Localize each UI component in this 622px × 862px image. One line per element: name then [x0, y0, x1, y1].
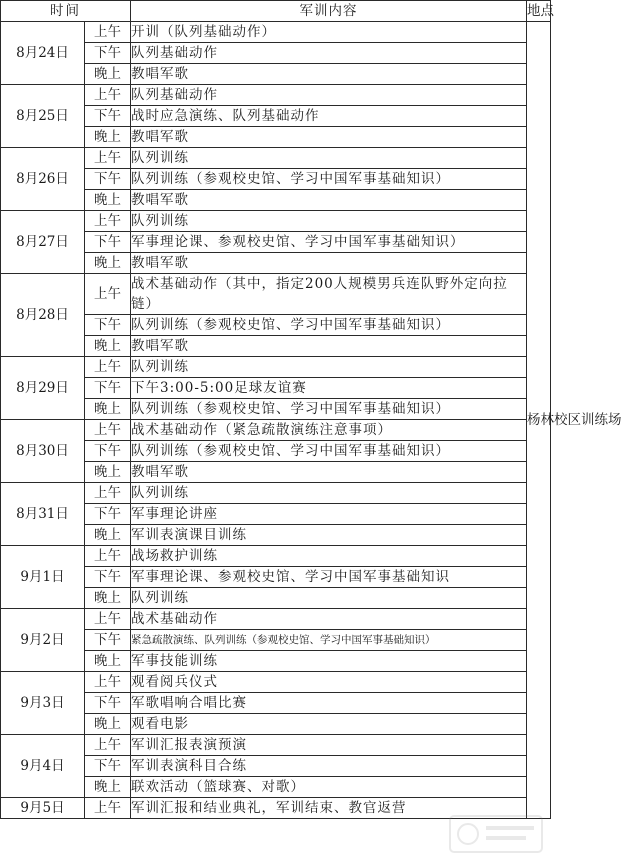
day-date: 9月1日 — [1, 546, 85, 609]
session-slot: 上午 — [85, 420, 131, 441]
session-slot: 晚上 — [85, 588, 131, 609]
day-date: 8月27日 — [1, 211, 85, 274]
schedule-row — [1, 85, 551, 106]
day-date: 9月3日 — [1, 672, 85, 735]
session-slot: 上午 — [85, 483, 131, 504]
session-slot: 晚上 — [85, 253, 131, 274]
schedule-row — [1, 609, 551, 630]
header-content: 军训内容 — [131, 1, 527, 22]
session-content: 战术基础动作（其中，指定200人规模男兵连队野外定向拉链） — [131, 274, 527, 315]
session-content: 军训表演科目合练 — [131, 756, 527, 777]
session-content: 教唱军歌 — [131, 462, 527, 483]
session-slot: 晚上 — [85, 714, 131, 735]
session-content: 队列训练 — [131, 483, 527, 504]
session-content: 教唱军歌 — [131, 64, 527, 85]
session-slot: 晚上 — [85, 462, 131, 483]
session-content: 队列训练（参观校史馆、学习中国军事基础知识） — [131, 399, 527, 420]
session-content: 教唱军歌 — [131, 127, 527, 148]
watermark-logo — [448, 812, 544, 856]
session-content: 队列基础动作 — [131, 43, 527, 64]
session-content: 军事理论课、参观校史馆、学习中国军事基础知识 — [131, 567, 527, 588]
day-date: 9月5日 — [1, 798, 85, 819]
session-content: 战术基础动作 — [131, 609, 527, 630]
session-content: 军事技能训练 — [131, 651, 527, 672]
session-content: 联欢活动（篮球赛、对歌） — [131, 777, 527, 798]
session-slot: 下午 — [85, 693, 131, 714]
session-slot: 上午 — [85, 22, 131, 43]
day-date: 8月25日 — [1, 85, 85, 148]
session-slot: 下午 — [85, 232, 131, 253]
session-content: 紧急疏散演练、队列训练（参观校史馆、学习中国军事基础知识） — [131, 630, 527, 651]
session-slot: 下午 — [85, 169, 131, 190]
day-date: 8月24日 — [1, 22, 85, 85]
day-date: 8月26日 — [1, 148, 85, 211]
session-slot: 下午 — [85, 106, 131, 127]
day-date: 8月30日 — [1, 420, 85, 483]
session-content: 战时应急演练、队列基础动作 — [131, 106, 527, 127]
session-slot: 晚上 — [85, 525, 131, 546]
schedule-row — [1, 483, 551, 504]
session-content: 队列训练 — [131, 588, 527, 609]
session-content: 军训汇报表演预演 — [131, 735, 527, 756]
session-slot: 晚上 — [85, 399, 131, 420]
session-content: 观看阅兵仪式 — [131, 672, 527, 693]
day-date: 9月4日 — [1, 735, 85, 798]
session-slot: 上午 — [85, 735, 131, 756]
schedule-row — [1, 420, 551, 441]
day-date: 9月2日 — [1, 609, 85, 672]
session-content: 开训（队列基础动作） — [131, 22, 527, 43]
session-slot: 上午 — [85, 609, 131, 630]
session-content: 教唱军歌 — [131, 253, 527, 274]
header-row — [1, 1, 551, 22]
session-content: 军训表演课目训练 — [131, 525, 527, 546]
session-slot: 上午 — [85, 672, 131, 693]
session-slot: 晚上 — [85, 127, 131, 148]
session-slot: 上午 — [85, 546, 131, 567]
session-slot: 晚上 — [85, 777, 131, 798]
session-content: 队列训练 — [131, 211, 527, 232]
session-slot: 下午 — [85, 630, 131, 651]
session-content: 下午3:00-5:00足球友谊赛 — [131, 378, 527, 399]
session-content: 军事理论讲座 — [131, 504, 527, 525]
session-content: 战场救护训练 — [131, 546, 527, 567]
session-content: 队列训练（参观校史馆、学习中国军事基础知识） — [131, 441, 527, 462]
session-slot: 晚上 — [85, 64, 131, 85]
session-content: 教唱军歌 — [131, 336, 527, 357]
header-location: 地点 — [527, 1, 551, 22]
session-content: 军歌唱响合唱比赛 — [131, 693, 527, 714]
session-slot: 晚上 — [85, 651, 131, 672]
session-slot: 晚上 — [85, 190, 131, 211]
session-content: 军事理论课、参观校史馆、学习中国军事基础知识） — [131, 232, 527, 253]
session-content: 观看电影 — [131, 714, 527, 735]
session-slot: 下午 — [85, 567, 131, 588]
session-content: 队列训练（参观校史馆、学习中国军事基础知识） — [131, 169, 527, 190]
schedule-row — [1, 274, 551, 315]
schedule-row — [1, 22, 551, 43]
session-slot: 下午 — [85, 378, 131, 399]
session-slot: 下午 — [85, 441, 131, 462]
schedule-row — [1, 148, 551, 169]
session-slot: 下午 — [85, 315, 131, 336]
header-time: 时间 — [1, 1, 131, 22]
session-slot: 下午 — [85, 756, 131, 777]
day-date: 8月31日 — [1, 483, 85, 546]
day-date: 8月28日 — [1, 274, 85, 357]
schedule-row — [1, 546, 551, 567]
schedule-row — [1, 211, 551, 232]
session-slot: 上午 — [85, 148, 131, 169]
session-slot: 下午 — [85, 504, 131, 525]
session-content: 队列基础动作 — [131, 85, 527, 106]
schedule-body — [1, 22, 622, 819]
session-slot: 上午 — [85, 211, 131, 232]
session-content: 队列训练 — [131, 357, 527, 378]
session-content: 战术基础动作（紧急疏散演练注意事项） — [131, 420, 527, 441]
schedule-row — [1, 735, 551, 756]
schedule-row — [1, 357, 551, 378]
session-slot: 下午 — [85, 43, 131, 64]
session-slot: 上午 — [85, 798, 131, 819]
session-slot: 上午 — [85, 357, 131, 378]
day-date: 8月29日 — [1, 357, 85, 420]
session-slot: 上午 — [85, 274, 131, 315]
session-content: 队列训练（参观校史馆、学习中国军事基础知识） — [131, 315, 527, 336]
session-content: 队列训练 — [131, 148, 527, 169]
training-location: 杨林校区训练场 — [527, 22, 551, 819]
session-content: 军训汇报和结业典礼，军训结束、教官返营 — [131, 798, 527, 819]
schedule-row — [1, 672, 551, 693]
session-content: 教唱军歌 — [131, 190, 527, 211]
session-slot: 上午 — [85, 85, 131, 106]
session-slot: 晚上 — [85, 336, 131, 357]
